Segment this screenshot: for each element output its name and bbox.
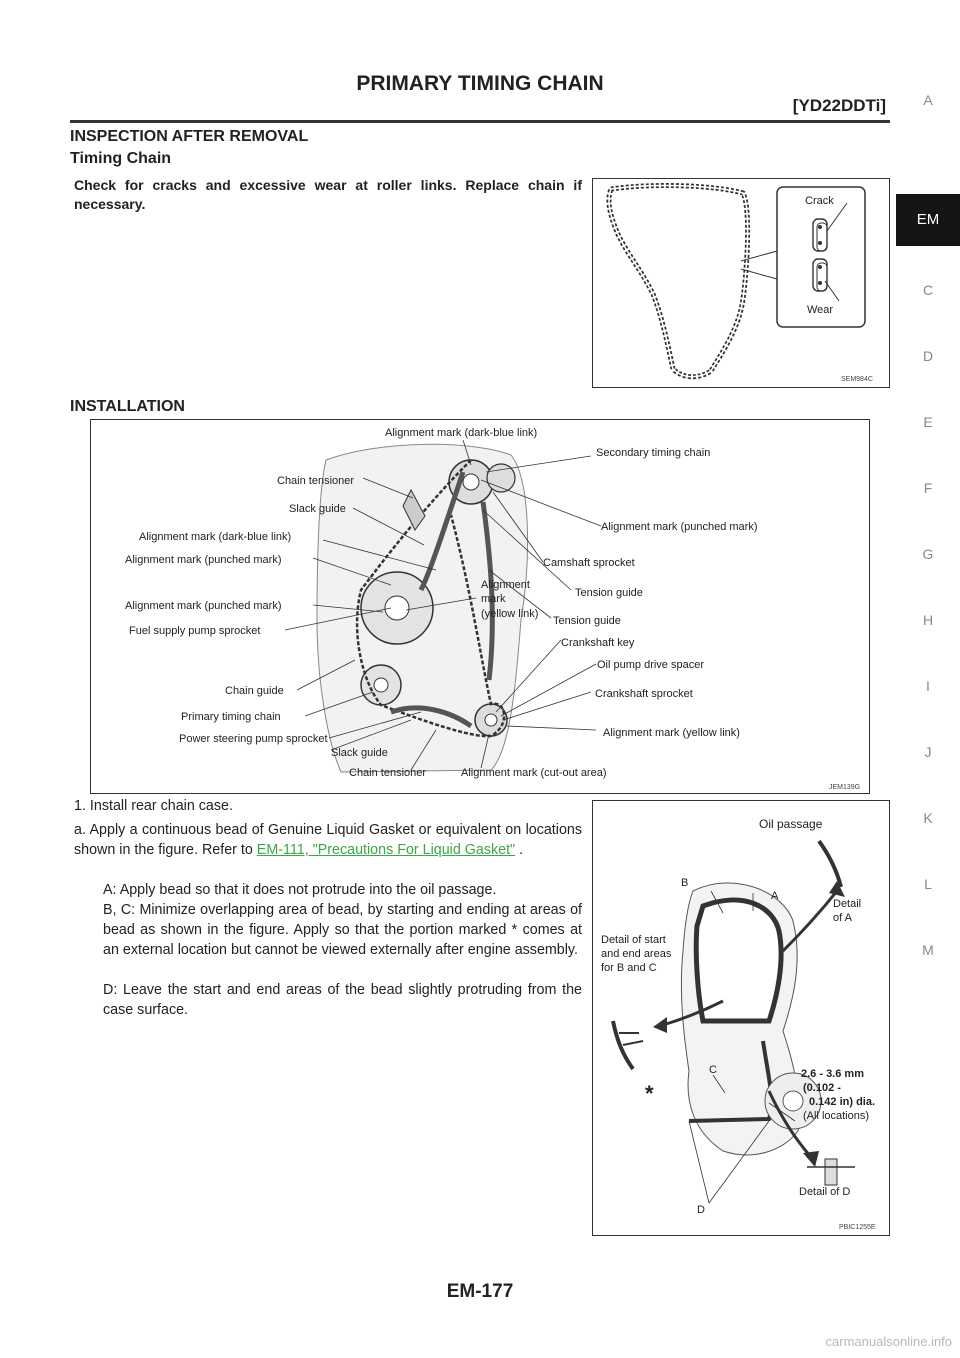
label-b: B	[681, 877, 689, 889]
side-tab-k[interactable]: K	[923, 810, 933, 826]
label-detail-start-2: and end areas	[601, 948, 672, 960]
side-tab-d[interactable]: D	[922, 348, 934, 364]
label-slack-guide-bottom: Slack guide	[331, 747, 388, 759]
label-crack: Crack	[805, 195, 834, 207]
figure-timing-chain-inspection	[592, 178, 890, 388]
inspection-note: Check for cracks and excessive wear at roller links. Replace chain if necessary.	[74, 177, 582, 212]
gasket-diagram	[593, 801, 889, 1235]
link-em-111[interactable]: EM-111, "Precautions For Liquid Gasket"	[256, 842, 516, 858]
label-secondary-timing-chain: Secondary timing chain	[596, 447, 711, 459]
label-a: A	[771, 890, 779, 902]
label-alignment-yellow-link: Alignment mark (yellow link)	[603, 727, 740, 739]
side-tab-a[interactable]: A	[923, 92, 933, 108]
note-a: A: Apply bead so that it does not protrude into the oil passage.	[103, 882, 497, 898]
label-slack-guide-top: Slack guide	[289, 503, 346, 515]
figure-liquid-gasket	[592, 800, 890, 1236]
label-detail-a-1: Detail	[833, 898, 862, 910]
label-star: *	[645, 1081, 654, 1106]
label-alignment-punched-right: Alignment mark (punched mark)	[601, 521, 758, 533]
label-dim-3: 0.142 in) dia.	[809, 1096, 876, 1108]
engine-code: [YD22DDTi]	[792, 96, 886, 115]
figure-code-jem139g: JEM139G	[829, 784, 861, 791]
watermark: carmanualsonline.info	[825, 1334, 952, 1349]
side-tab-e[interactable]: E	[923, 414, 933, 430]
section-heading-installation: INSTALLATION	[70, 398, 185, 415]
label-crankshaft-key: Crankshaft key	[561, 637, 635, 649]
label-dim-1: 2.6 - 3.6 mm	[801, 1068, 864, 1080]
label-alignment-dark-blue-left: Alignment mark (dark-blue link)	[139, 531, 292, 543]
label-alignment-yellow-1: Alignment	[481, 579, 530, 591]
label-wear: Wear	[807, 304, 834, 316]
section-heading-inspection: INSPECTION AFTER REMOVAL	[70, 128, 309, 145]
label-alignment-yellow-3: (yellow link)	[481, 608, 539, 620]
note-bc: B, C: Minimize overlapping area of bead, by starting and ending at areas of bead as shown in the figure. Apply so that the portion marked * comes at an external location but cannot be viewed externally after engine assembly.	[103, 902, 582, 958]
figure-code-pbic1255e: PBIC1255E	[839, 1224, 876, 1231]
timing-chain-diagram	[91, 420, 869, 793]
label-crankshaft-sprocket: Crankshaft sprocket	[595, 688, 693, 700]
label-alignment-punched-left1: Alignment mark (punched mark)	[125, 554, 282, 566]
side-tab-m[interactable]: M	[922, 942, 934, 958]
label-camshaft-sprocket: Camshaft sprocket	[543, 557, 635, 569]
step-a-block	[74, 820, 582, 860]
label-detail-d: Detail of D	[799, 1186, 851, 1198]
side-tab-f[interactable]: F	[923, 480, 933, 496]
figure-code-sem984c: SEM984C	[841, 376, 873, 383]
side-tab-i[interactable]: I	[926, 678, 930, 694]
label-detail-start-3: for B and C	[601, 962, 657, 974]
label-detail-start-1: Detail of start	[601, 934, 666, 946]
side-index	[896, 0, 960, 1358]
label-chain-tensioner-top: Chain tensioner	[277, 475, 355, 487]
side-tab-em[interactable]: EM	[896, 194, 960, 246]
label-tension-guide-1: Tension guide	[575, 587, 643, 599]
subheading-timing-chain: Timing Chain	[70, 150, 172, 167]
side-tab-g[interactable]: G	[922, 546, 934, 562]
side-tab-h[interactable]: H	[922, 612, 934, 628]
header-rule	[70, 120, 890, 123]
label-alignment-punched-left2: Alignment mark (punched mark)	[125, 600, 282, 612]
label-alignment-dark-blue-top: Alignment mark (dark-blue link)	[385, 427, 538, 439]
chain-illustration	[593, 179, 889, 387]
label-alignment-yellow-2: mark	[481, 593, 506, 605]
label-oil-passage: Oil passage	[759, 817, 823, 831]
page-number: EM-177	[446, 1281, 514, 1302]
label-primary-timing-chain: Primary timing chain	[181, 711, 281, 723]
side-tab-l[interactable]: L	[924, 876, 932, 892]
label-fuel-supply-pump-sprocket: Fuel supply pump sprocket	[129, 625, 261, 637]
page-title: PRIMARY TIMING CHAIN	[356, 72, 604, 95]
step-a-text: a. Apply a continuous bead of Genuine Liquid Gasket or equivalent on locations shown in the figure. Refer to	[74, 822, 582, 858]
label-dim-2: (0.102 -	[803, 1082, 841, 1094]
label-d: D	[697, 1204, 705, 1216]
side-tab-c[interactable]: C	[922, 282, 934, 298]
note-d: D: Leave the start and end areas of the bead slightly protruding from the case surface.	[103, 982, 582, 1018]
step-1: 1. Install rear chain case.	[74, 798, 233, 814]
label-c: C	[709, 1064, 717, 1076]
figure-installation-overview	[90, 419, 870, 794]
label-oil-pump-drive-spacer: Oil pump drive spacer	[597, 659, 704, 671]
side-tab-j[interactable]: J	[924, 744, 932, 760]
label-dim-4: (All locations)	[803, 1110, 870, 1122]
label-power-steering-pump-sprocket: Power steering pump sprocket	[179, 733, 328, 745]
label-tension-guide-2: Tension guide	[553, 615, 621, 627]
label-chain-tensioner-bottom: Chain tensioner	[349, 767, 427, 779]
label-chain-guide: Chain guide	[225, 685, 284, 697]
step-a-post: .	[515, 842, 524, 858]
label-detail-a-2: of A	[833, 912, 852, 924]
label-alignment-cut-out: Alignment mark (cut-out area)	[461, 767, 607, 779]
